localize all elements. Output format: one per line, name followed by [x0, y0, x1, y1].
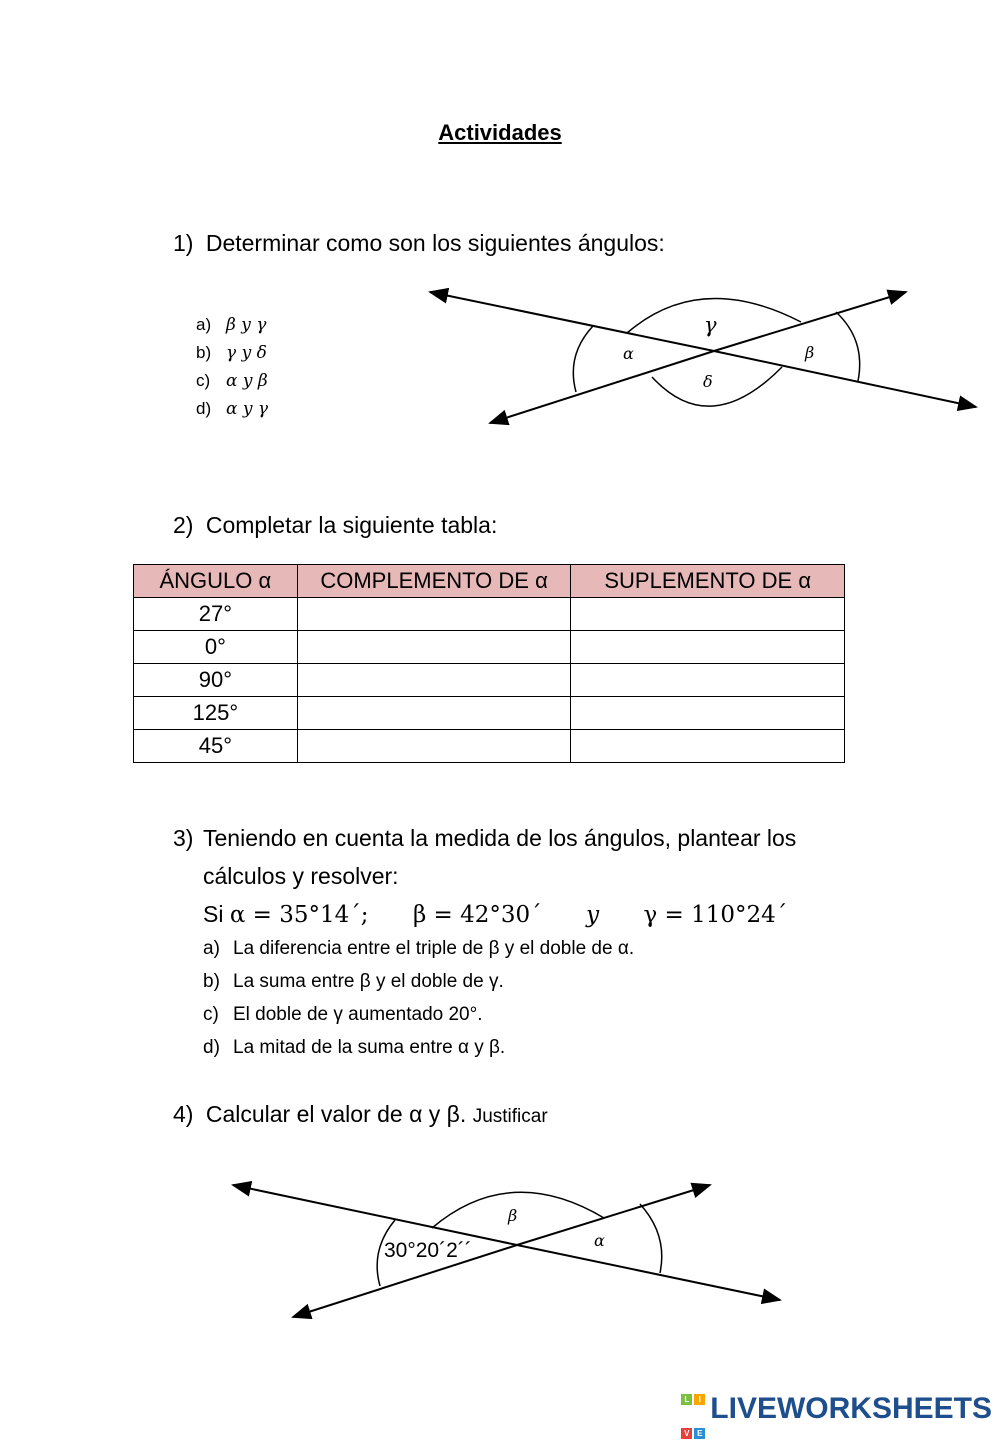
supplement-cell[interactable] [571, 664, 845, 697]
question-2-number: 2) [173, 512, 194, 538]
table-row [134, 697, 845, 730]
supplement-cell[interactable] [571, 697, 845, 730]
line-1a [430, 292, 714, 351]
header-supplement: SUPLEMENTO DE α [571, 565, 845, 598]
table-row [134, 664, 845, 697]
complement-cell[interactable] [297, 730, 571, 763]
table-row [134, 631, 845, 664]
angle-cell: 0° [134, 631, 298, 664]
question-4-text: Calcular el valor de α y β. [205, 1101, 467, 1127]
q4-arc-alpha [640, 1204, 662, 1273]
q4-beta-label: β [508, 1206, 518, 1225]
list-item: d) α y γ [196, 399, 269, 419]
question-3-body [203, 819, 883, 934]
question-3-list [203, 932, 634, 1064]
arc-alpha [573, 326, 593, 392]
arc-beta [836, 312, 860, 381]
question-4-number: 4) [173, 1101, 194, 1127]
list-item: d) La mitad de la suma entre α y β. [203, 1037, 506, 1058]
complement-cell[interactable] [297, 697, 571, 730]
given-gamma: γ = 110°24´ [643, 902, 788, 928]
question-3-given: Si α = 35°14´; β = 42°30´ y γ = 110°24´ [203, 901, 788, 928]
q4-line-1a [233, 1185, 517, 1245]
q4-given-angle: 30°20´2´´ [384, 1239, 472, 1262]
list-item: a) β y γ [196, 315, 267, 335]
table-header-row [134, 565, 845, 598]
question-3-line-2: cálculos y resolver: [203, 863, 399, 889]
table-row [134, 730, 845, 763]
angle-cell: 90° [134, 664, 298, 697]
angle-cell: 45° [134, 730, 298, 763]
gamma-label: γ [704, 313, 717, 337]
header-angle: ÁNGULO α [134, 565, 298, 598]
complement-cell[interactable] [297, 664, 571, 697]
table-row [134, 598, 845, 631]
complement-cell[interactable] [297, 631, 571, 664]
beta-label: β [805, 343, 815, 362]
supplement-cell[interactable] [571, 730, 845, 763]
question-3 [173, 819, 193, 857]
question-3-number: 3) [173, 825, 194, 851]
question-4-suffix: Justificar [472, 1106, 548, 1127]
question-3-line-1: Teniendo en cuenta la medida de los ángulos, plantear los [203, 825, 797, 851]
list-item: a) La diferencia entre el triple de β y el doble de α. [203, 938, 635, 959]
angle-cell: 125° [134, 697, 298, 730]
supplement-cell[interactable] [571, 631, 845, 664]
given-alpha: α = 35°14´; [229, 902, 369, 928]
list-item: b) La suma entre β y el doble de γ. [203, 971, 504, 992]
question-2-text: Completar la siguiente tabla: [205, 512, 498, 538]
liveworksheets-logo [680, 1376, 992, 1444]
question-1-text: Determinar como son los siguientes ángulos: [205, 230, 665, 256]
q4-arc-beta [432, 1192, 604, 1228]
question-1-number: 1) [173, 230, 194, 256]
angle-cell: 27° [134, 598, 298, 631]
logo-text: LIVEWORKSHEETS [710, 1391, 992, 1425]
complement-cell[interactable] [297, 598, 571, 631]
arc-delta [652, 367, 782, 406]
alpha-label: α [623, 344, 634, 363]
line-2a [490, 351, 714, 423]
list-item: c) El doble de γ aumentado 20°. [203, 1004, 483, 1025]
list-item: b) γ y δ [196, 343, 267, 363]
given-y: y [586, 902, 600, 928]
angle-table [133, 564, 845, 763]
given-beta: β = 42°30´ [412, 902, 542, 928]
header-complement: COMPLEMENTO DE α [297, 565, 571, 598]
line-1b [714, 351, 976, 407]
delta-label: δ [703, 372, 713, 391]
question-2 [173, 512, 497, 539]
list-item: c) α y β [196, 371, 268, 391]
q4-alpha-label: α [594, 1231, 605, 1250]
question-4 [173, 1101, 548, 1128]
logo-icon: L I V E [680, 1376, 706, 1444]
supplement-cell[interactable] [571, 598, 845, 631]
page-title: Actividades [438, 120, 562, 145]
q4-line-1b [517, 1245, 780, 1300]
